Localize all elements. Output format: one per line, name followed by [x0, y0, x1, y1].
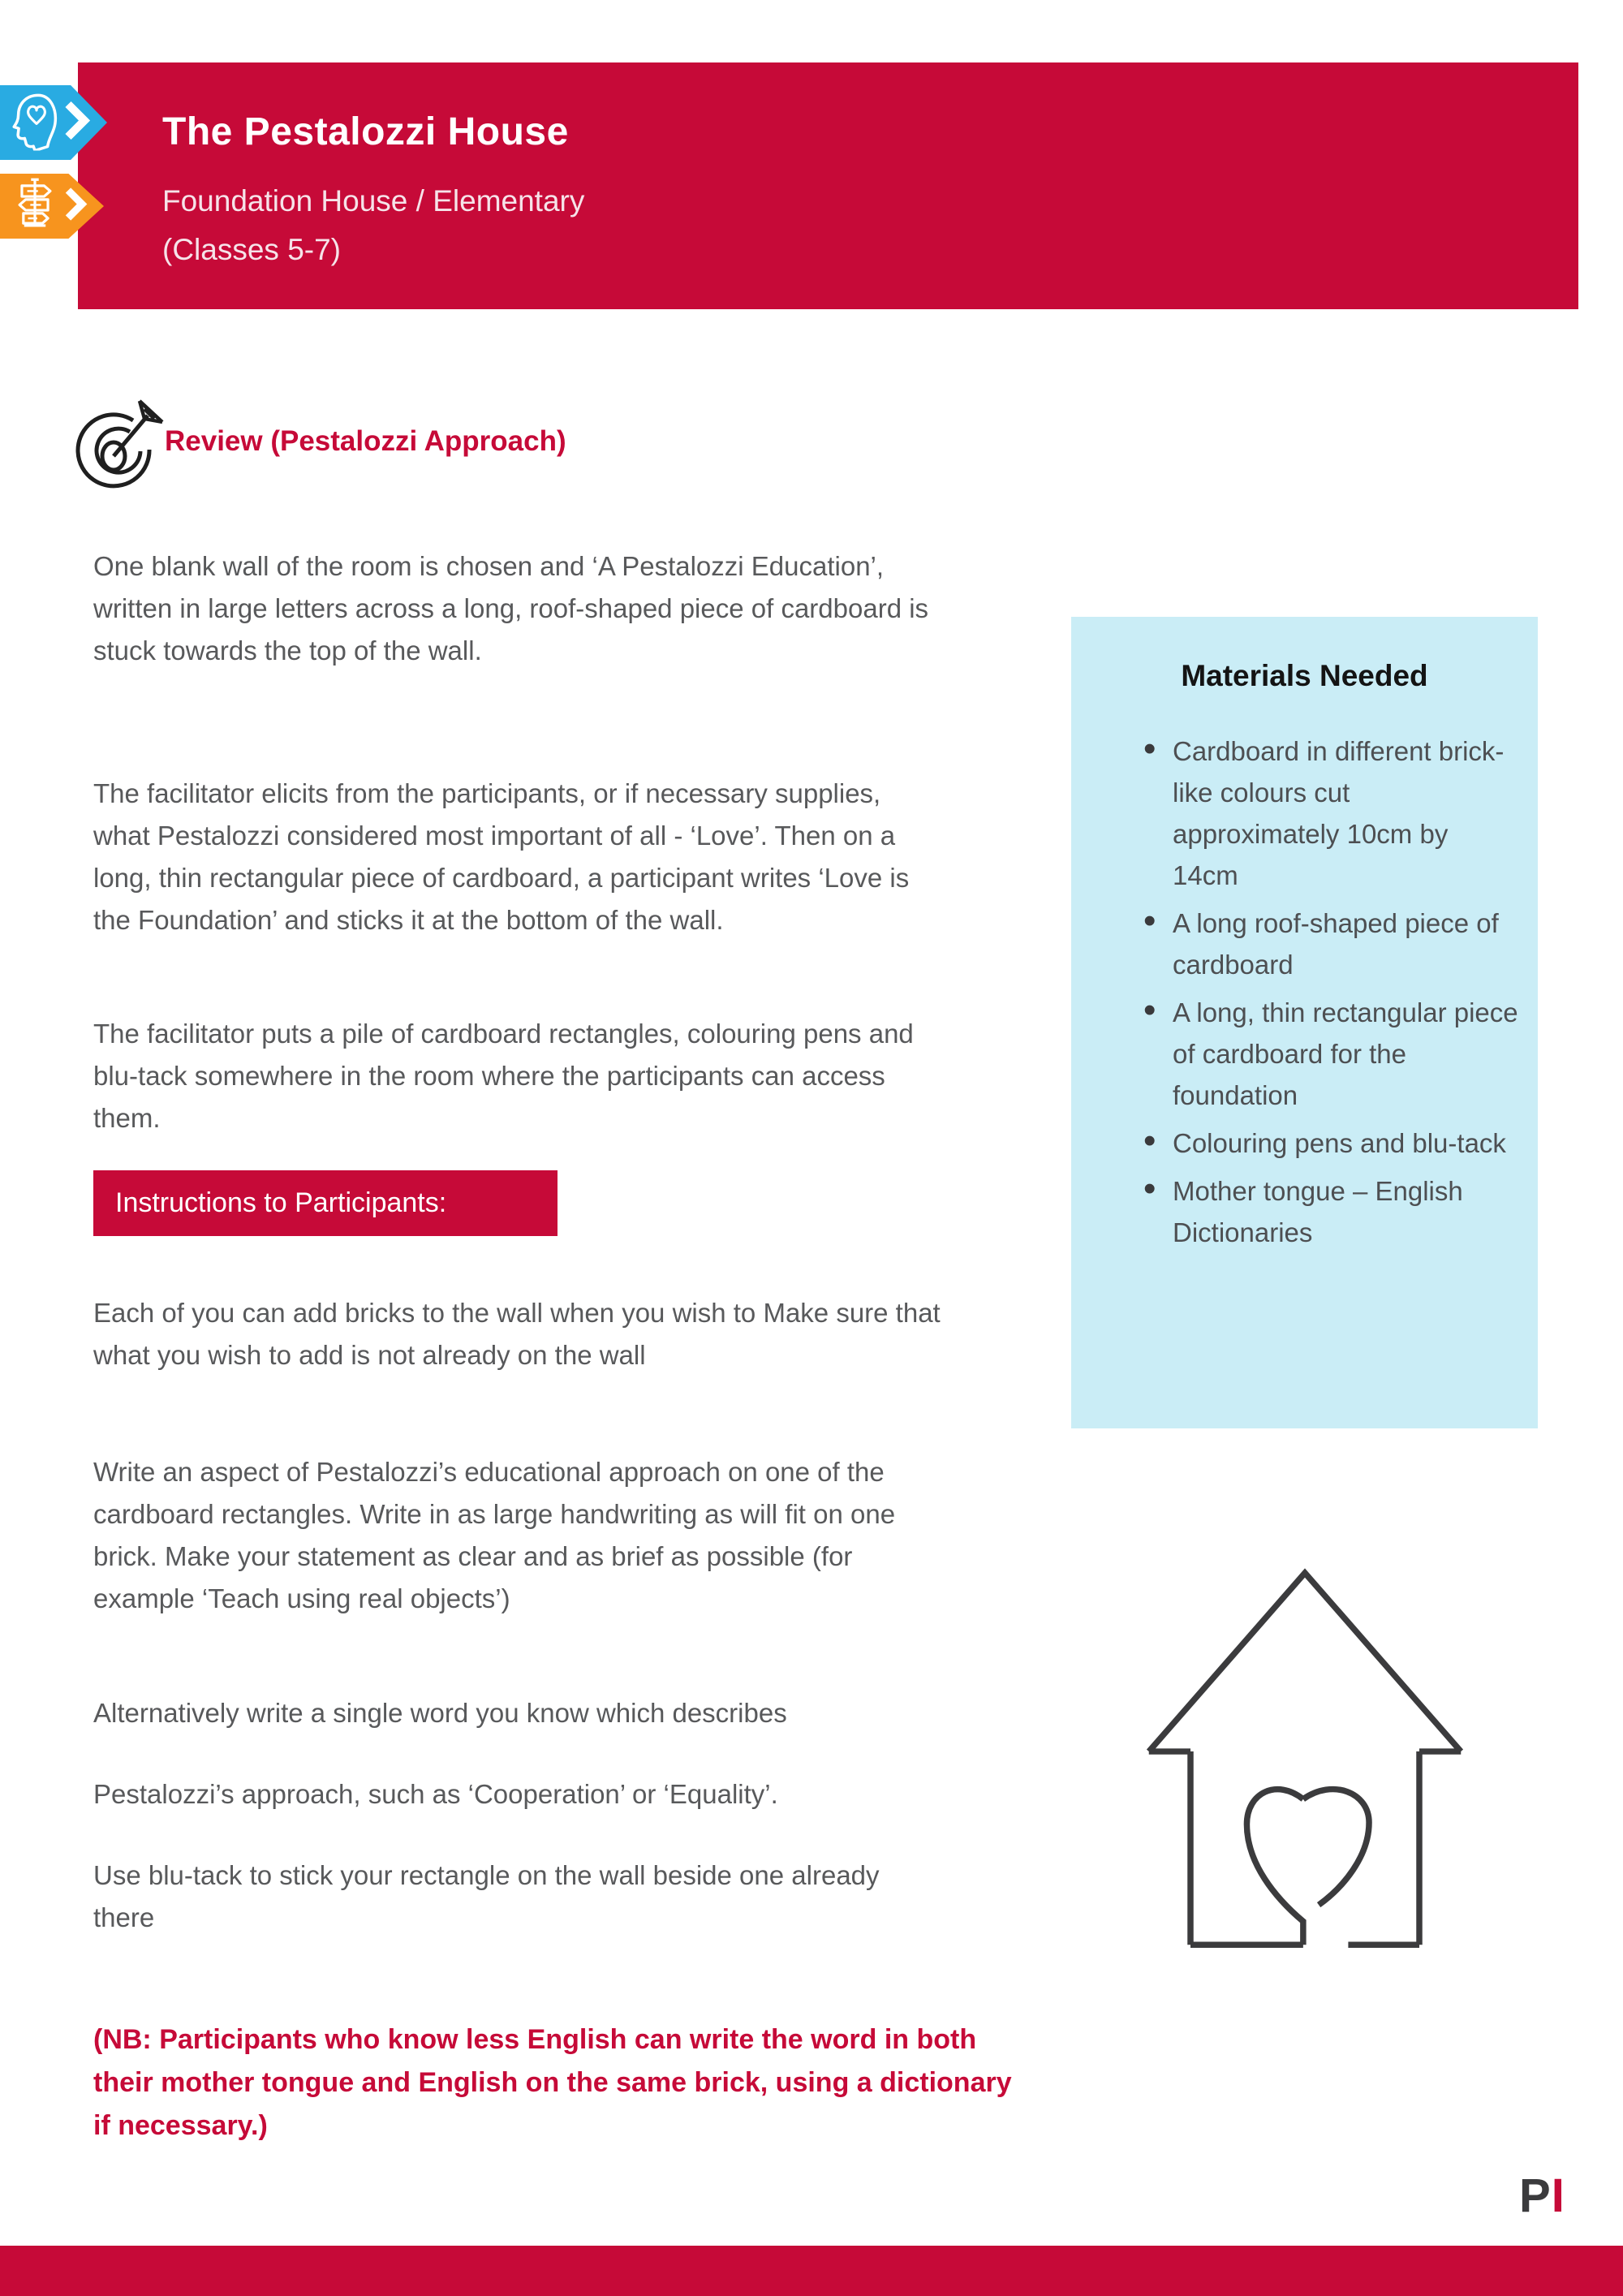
page-subtitle-line1: Foundation House / Elementary: [162, 184, 585, 218]
target-arrow-icon: [71, 386, 166, 502]
header-band: [78, 62, 1578, 309]
chevron-right-icon: [65, 101, 91, 144]
materials-item: • Mother tongue – English Dictionaries: [1143, 1170, 1520, 1253]
materials-item: • Colouring pens and blu-tack: [1143, 1122, 1520, 1164]
materials-list: [1071, 730, 1520, 1253]
section-title-review: Review (Pestalozzi Approach): [165, 425, 566, 457]
paragraph-8: Use blu-tack to stick your rectangle on the wall beside one already there: [93, 1860, 880, 1932]
materials-needed-box: [1071, 617, 1538, 1428]
paragraph-3: The facilitator puts a pile of cardboard rectangles, colouring pens and blu-tack somewhere in the room where the participants can access them.: [93, 1019, 914, 1133]
pi-logo: [1519, 2169, 1565, 2223]
house-heart-icon: [1118, 1560, 1492, 1958]
pi-logo-p: P: [1519, 2169, 1552, 2222]
nb-note: (NB: Participants who know less English can write the word in both their mother tongue and English on the same brick, using a dictionary if necessary.): [93, 2024, 1012, 2141]
paragraph-6: Alternatively write a single word you know which describes: [93, 1698, 787, 1728]
materials-item: • A long roof-shaped piece of cardboard: [1143, 902, 1520, 985]
paragraph-5: Write an aspect of Pestalozzi’s educational approach on one of the cardboard rectangles. Write in as large handwriting as will fit on one brick. Make your statement as clear and as brief as possible (for example ‘Teach using real objects’): [93, 1457, 896, 1613]
paragraph-1: One blank wall of the room is chosen and ‘A Pestalozzi Education’, written in large letters across a long, roof-shaped piece of cardboard is stuck towards the top of the wall.: [93, 551, 929, 666]
paragraph-4: Each of you can add bricks to the wall when you wish to Make sure that what you wish to add is not already on the wall: [93, 1298, 941, 1370]
paragraph-2: The facilitator elicits from the participants, or if necessary supplies, what Pestalozzi considered most important of all - ‘Love’. Then on a long, thin rectangular piece of cardboard, a participant writes ‘Love is the Foundation’ and sticks it at the bottom of the wall.: [93, 778, 910, 935]
chevron-right-icon: [65, 187, 88, 226]
signpost-icon: [11, 177, 58, 236]
paragraph-7: Pestalozzi’s approach, such as ‘Cooperation’ or ‘Equality’.: [93, 1779, 778, 1809]
page-subtitle-line2: (Classes 5-7): [162, 233, 341, 266]
page-title: The Pestalozzi House: [162, 110, 569, 153]
pi-logo-i: I: [1551, 2169, 1565, 2222]
materials-item: • A long, thin rectangular piece of cardboard for the foundation: [1143, 992, 1520, 1116]
footer-band: [0, 2246, 1623, 2296]
materials-item: • Cardboard in different brick-like colours cut approximately 10cm by 14cm: [1143, 730, 1520, 896]
head-heart-icon: [11, 91, 62, 155]
materials-title: Materials Needed: [1181, 659, 1428, 692]
instructions-banner: Instructions to Participants:: [93, 1170, 558, 1236]
